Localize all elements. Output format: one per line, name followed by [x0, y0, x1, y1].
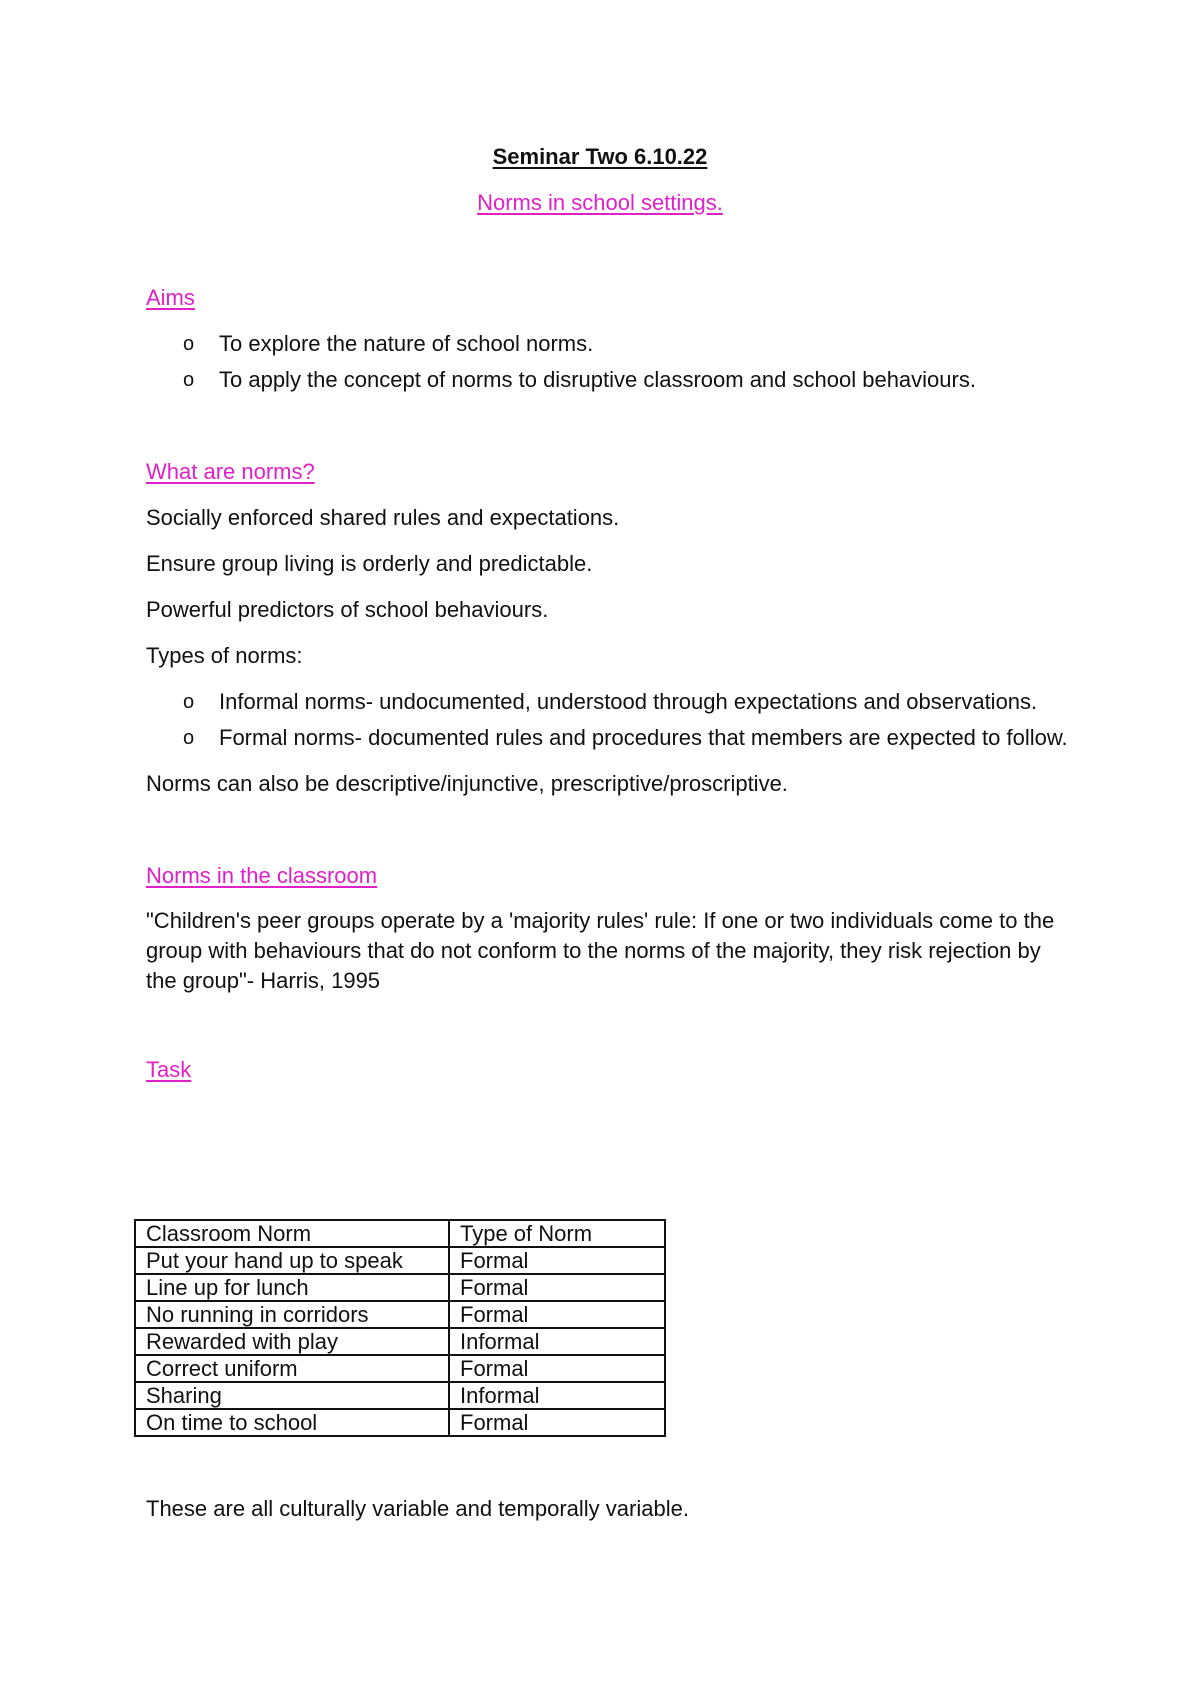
document-body: [146, 282, 1076, 1100]
norms-table-container: [134, 1219, 666, 1437]
table-cell: On time to school: [135, 1409, 449, 1436]
closing-statement: These are all culturally variable and temporally variable.: [146, 1496, 689, 1521]
table-cell: Rewarded with play: [135, 1328, 449, 1355]
table-header-cell: Type of Norm: [449, 1220, 665, 1247]
types-of-norms-label: Types of norms:: [146, 643, 303, 668]
table-header-row: [135, 1220, 665, 1247]
norms-definition-line: Powerful predictors of school behaviours.: [146, 597, 549, 622]
table-cell: Correct uniform: [135, 1355, 449, 1382]
table-cell: Formal: [449, 1355, 665, 1382]
table-cell: Formal: [449, 1247, 665, 1274]
norms-definition-line: Ensure group living is orderly and predictable.: [146, 551, 593, 576]
task-heading: Task: [146, 1057, 192, 1082]
aims-list: [146, 328, 1076, 396]
table-cell: Formal: [449, 1274, 665, 1301]
table-cell: No running in corridors: [135, 1301, 449, 1328]
what-are-norms-heading: What are norms?: [146, 459, 315, 484]
table-row: [135, 1274, 665, 1301]
classroom-heading: Norms in the classroom: [146, 863, 378, 888]
table-cell: Formal: [449, 1301, 665, 1328]
table-cell: Line up for lunch: [135, 1274, 449, 1301]
aims-heading: Aims: [146, 285, 195, 310]
table-cell: Sharing: [135, 1382, 449, 1409]
table-row: [135, 1382, 665, 1409]
table-row: [135, 1301, 665, 1328]
table-cell: Put your hand up to speak: [135, 1247, 449, 1274]
norms-table: [134, 1219, 666, 1437]
table-row: [135, 1328, 665, 1355]
norms-definition-line: Socially enforced shared rules and expectations.: [146, 505, 620, 530]
norm-type-item: o Informal norms- undocumented, understood through expectations and observations.: [146, 686, 1076, 718]
norms-closing-line: Norms can also be descriptive/injunctive, prescriptive/proscriptive.: [146, 771, 788, 796]
table-cell: Informal: [449, 1382, 665, 1409]
table-header-cell: Classroom Norm: [135, 1220, 449, 1247]
document-subtitle: Norms in school settings.: [477, 190, 723, 215]
document-title: Seminar Two 6.10.22: [492, 144, 708, 169]
harris-quote: "Children's peer groups operate by a 'majority rules' rule: If one or two individuals come to the group with behaviours that do not conform to the norms of the majority, they risk rejection by the group"- Harris, 1995: [146, 908, 1055, 993]
table-cell: Formal: [449, 1409, 665, 1436]
table-row: [135, 1355, 665, 1382]
aims-item: o To apply the concept of norms to disruptive classroom and school behaviours.: [146, 364, 1076, 396]
table-cell: Informal: [449, 1328, 665, 1355]
table-row: [135, 1409, 665, 1436]
norm-type-item: o Formal norms- documented rules and procedures that members are expected to follow.: [146, 722, 1076, 754]
table-row: [135, 1247, 665, 1274]
norm-types-list: [146, 686, 1076, 754]
aims-item: o To explore the nature of school norms.: [146, 328, 1076, 360]
